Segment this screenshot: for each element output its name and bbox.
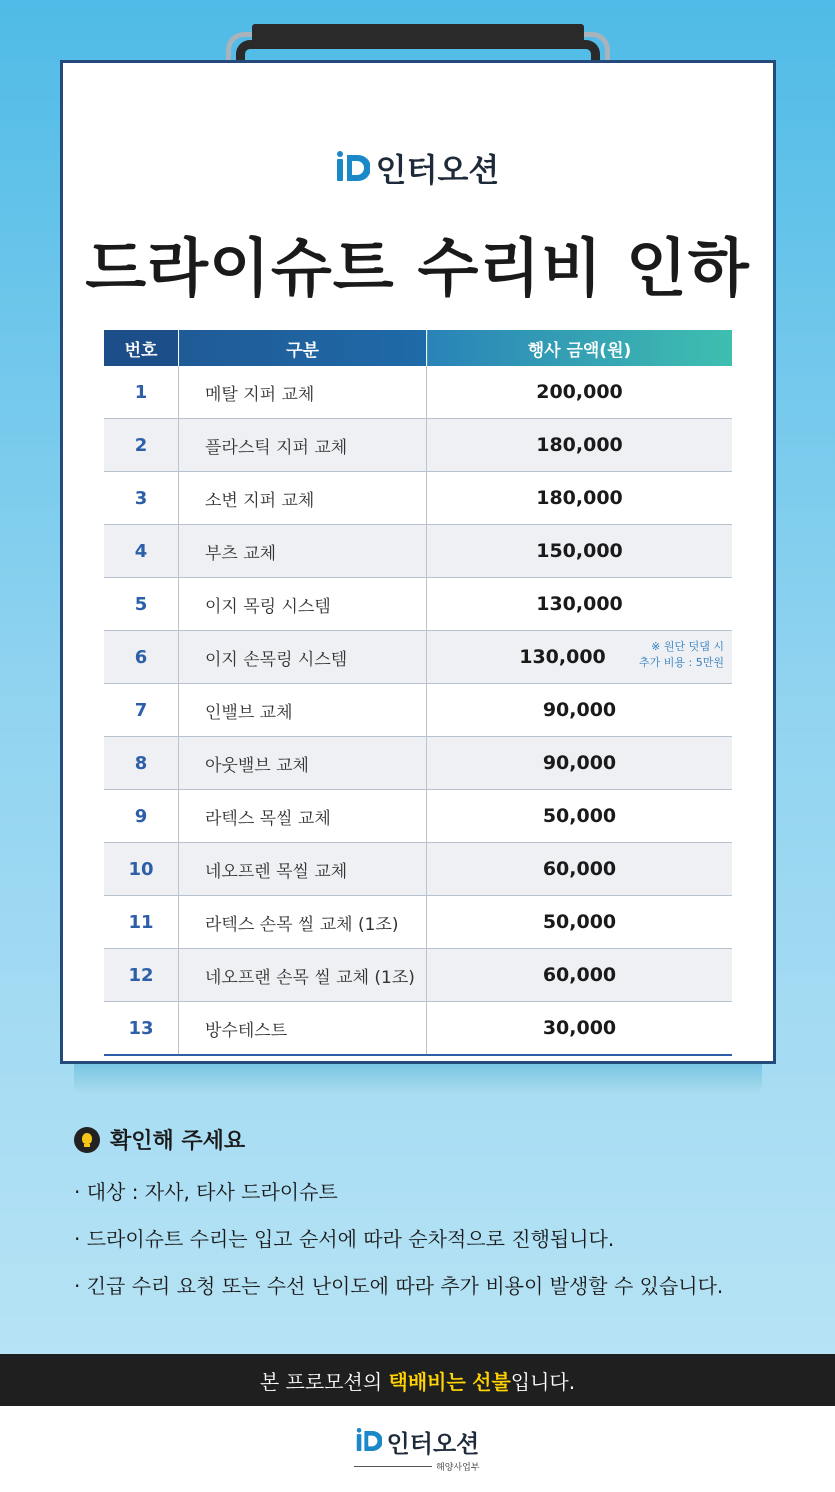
price-note — [639, 639, 724, 671]
table-row — [104, 472, 732, 525]
notice-heading — [74, 1124, 245, 1155]
footer-divider — [354, 1466, 432, 1467]
row-item: 아웃밸브 교체 — [179, 737, 427, 790]
price-note-line1: ※ 원단 덧댐 시 — [651, 640, 724, 653]
clipboard-clip-bar — [252, 24, 584, 46]
row-price: 180,000 — [427, 419, 733, 472]
row-price: 50,000 — [427, 790, 733, 843]
footer — [0, 1406, 835, 1492]
row-item: 이지 손목링 시스템 — [179, 631, 427, 684]
row-number: 4 — [104, 525, 179, 578]
lightbulb-icon — [74, 1127, 100, 1153]
banner-text-post: 입니다. — [510, 1369, 576, 1394]
row-item: 라텍스 목씰 교체 — [179, 790, 427, 843]
row-price: 60,000 — [427, 843, 733, 896]
header-price: 행사 금액(원) — [427, 330, 733, 366]
row-price: 180,000 — [427, 472, 733, 525]
table-row — [104, 525, 732, 578]
row-number: 8 — [104, 737, 179, 790]
notice-list — [74, 1176, 723, 1317]
table-row — [104, 366, 732, 419]
banner-text-pre: 본 프로모션의 — [259, 1369, 389, 1394]
footer-brand-sub: 해양사업부 — [436, 1463, 480, 1473]
row-number: 13 — [104, 1002, 179, 1056]
table-row — [104, 737, 732, 790]
row-price-cell — [427, 631, 733, 684]
price-note-line2: 추가 비용 : 5만원 — [639, 656, 724, 669]
table-header-row — [104, 330, 732, 366]
table-row — [104, 1002, 732, 1056]
brand-logo — [0, 146, 835, 190]
row-item: 이지 목링 시스템 — [179, 578, 427, 631]
row-item: 소변 지퍼 교체 — [179, 472, 427, 525]
row-price: 50,000 — [427, 896, 733, 949]
brand-name: 인터오션 — [375, 151, 500, 189]
table-row — [104, 790, 732, 843]
banner-highlight-prepaid: 선불 — [472, 1369, 511, 1394]
row-number: 12 — [104, 949, 179, 1002]
row-price: 90,000 — [427, 684, 733, 737]
row-price: 130,000 — [427, 578, 733, 631]
row-number: 9 — [104, 790, 179, 843]
row-item: 라텍스 손목 씰 교체 (1조) — [179, 896, 427, 949]
row-item: 메탈 지퍼 교체 — [179, 366, 427, 419]
row-item: 방수테스트 — [179, 1002, 427, 1056]
shipping-banner — [0, 1354, 835, 1406]
table-row — [104, 578, 732, 631]
table-row — [104, 843, 732, 896]
row-price: 30,000 — [427, 1002, 733, 1056]
table-row — [104, 419, 732, 472]
footer-logo-icon — [356, 1428, 382, 1454]
row-number: 11 — [104, 896, 179, 949]
header-number: 번호 — [104, 330, 179, 366]
footer-brand-name: 인터오션 — [386, 1429, 480, 1458]
row-price: 60,000 — [427, 949, 733, 1002]
row-number: 7 — [104, 684, 179, 737]
row-item: 플라스틱 지퍼 교체 — [179, 419, 427, 472]
row-item: 부츠 교체 — [179, 525, 427, 578]
page-title: 드라이슈트 수리비 인하 — [85, 232, 750, 305]
row-number: 1 — [104, 366, 179, 419]
notice-title: 확인해 주세요 — [110, 1129, 246, 1154]
row-number: 6 — [104, 631, 179, 684]
row-price: 150,000 — [427, 525, 733, 578]
table-row — [104, 631, 732, 684]
table-row — [104, 896, 732, 949]
price-table — [104, 330, 732, 1056]
row-price: 200,000 — [427, 366, 733, 419]
row-number: 5 — [104, 578, 179, 631]
row-item: 인밸브 교체 — [179, 684, 427, 737]
row-item: 네오프랜 손목 씰 교체 (1조) — [179, 949, 427, 1002]
card-shadow — [74, 1064, 762, 1094]
header-category: 구분 — [179, 330, 427, 366]
row-price: 90,000 — [427, 737, 733, 790]
footer-logo — [0, 1424, 835, 1458]
notice-item: · 대상 : 자사, 타사 드라이슈트 — [74, 1180, 338, 1204]
row-item: 네오프렌 목씰 교체 — [179, 843, 427, 896]
row-number: 10 — [104, 843, 179, 896]
row-number: 2 — [104, 419, 179, 472]
notice-item: · 드라이슈트 수리는 입고 순서에 따라 순차적으로 진행됩니다. — [74, 1227, 615, 1251]
row-number: 3 — [104, 472, 179, 525]
notice-item: · 긴급 수리 요청 또는 수선 난이도에 따라 추가 비용이 발생할 수 있습니다. — [74, 1274, 724, 1298]
row-price: 130,000 — [519, 646, 606, 668]
brand-logo-icon — [336, 151, 370, 185]
table-row — [104, 949, 732, 1002]
banner-highlight-shipping: 택배비는 — [388, 1369, 466, 1394]
table-row — [104, 684, 732, 737]
